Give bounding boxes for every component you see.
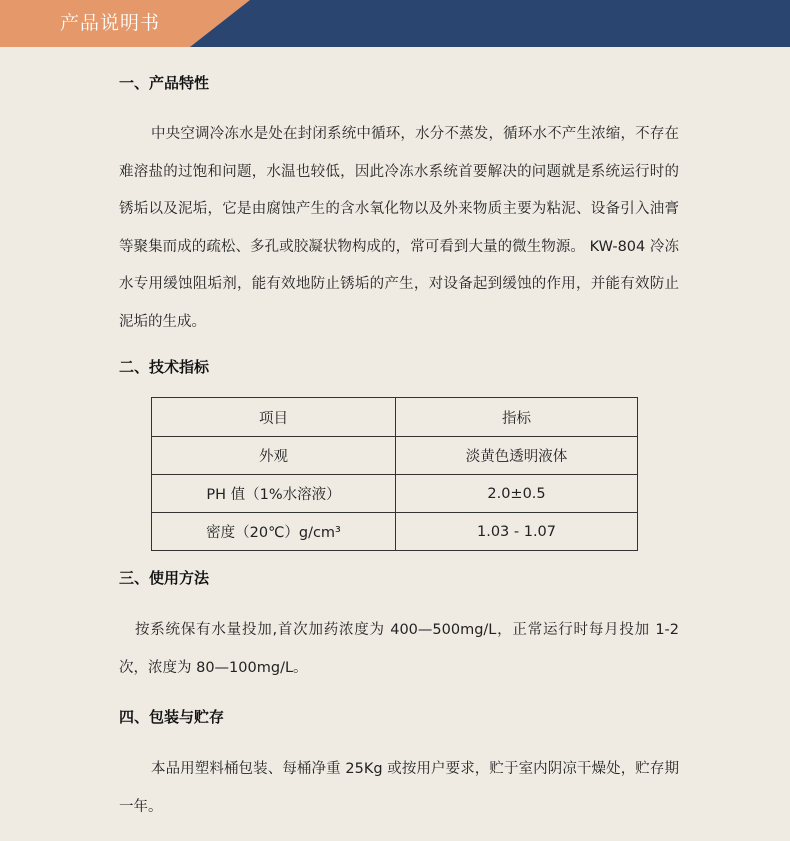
table-header-item: 项目 xyxy=(152,398,396,437)
table-row xyxy=(152,437,638,475)
table-row xyxy=(152,475,638,513)
section-heading-usage: 三、使用方法 xyxy=(119,569,210,587)
packaging-paragraph: 本品用塑料桶包装、每桶净重 25Kg 或按用户要求，贮于室内阴凉干燥处，贮存期一年。 xyxy=(119,761,679,815)
table-cell: PH 值（1%水溶液） xyxy=(152,475,396,513)
table-cell: 2.0±0.5 xyxy=(396,475,638,513)
section-heading-specs: 二、技术指标 xyxy=(119,358,210,376)
spec-table xyxy=(151,397,638,551)
page-title: 产品说明书 xyxy=(60,12,161,34)
table-row xyxy=(152,513,638,551)
features-paragraph: 中央空调冷冻水是处在封闭系统中循环，水分不蒸发，循环水不产生浓缩，不存在难溶盐的过饱和问题，水温也较低，因此冷冻水系统首要解决的问题就是系统运行时的锈垢以及泥垢，它是由腐蚀产生的含水氧化物以及外来物质主要为粘泥、设备引入油膏等聚集而成的疏松、多孔或胶凝状物构成的，常可看到大量的微生物源。 KW-804 冷冻水专用缓蚀阻垢剂，能有效地防止锈垢的产生，对设备起到缓蚀的作用，并能有效防止泥垢的生成。 xyxy=(119,126,679,330)
table-cell: 密度（20℃）g/cm³ xyxy=(152,513,396,551)
table-cell: 外观 xyxy=(152,437,396,475)
table-cell: 1.03 - 1.07 xyxy=(396,513,638,551)
section-heading-features: 一、产品特性 xyxy=(119,74,210,92)
table-header-row xyxy=(152,398,638,437)
table-header-spec: 指标 xyxy=(396,398,638,437)
table-cell: 淡黄色透明液体 xyxy=(396,437,638,475)
section-heading-packaging: 四、包装与贮存 xyxy=(119,708,225,726)
usage-paragraph: 按系统保有水量投加,首次加药浓度为 400—500mg/L，正常运行时每月投加 1-2 次，浓度为 80—100mg/L。 xyxy=(119,622,679,676)
